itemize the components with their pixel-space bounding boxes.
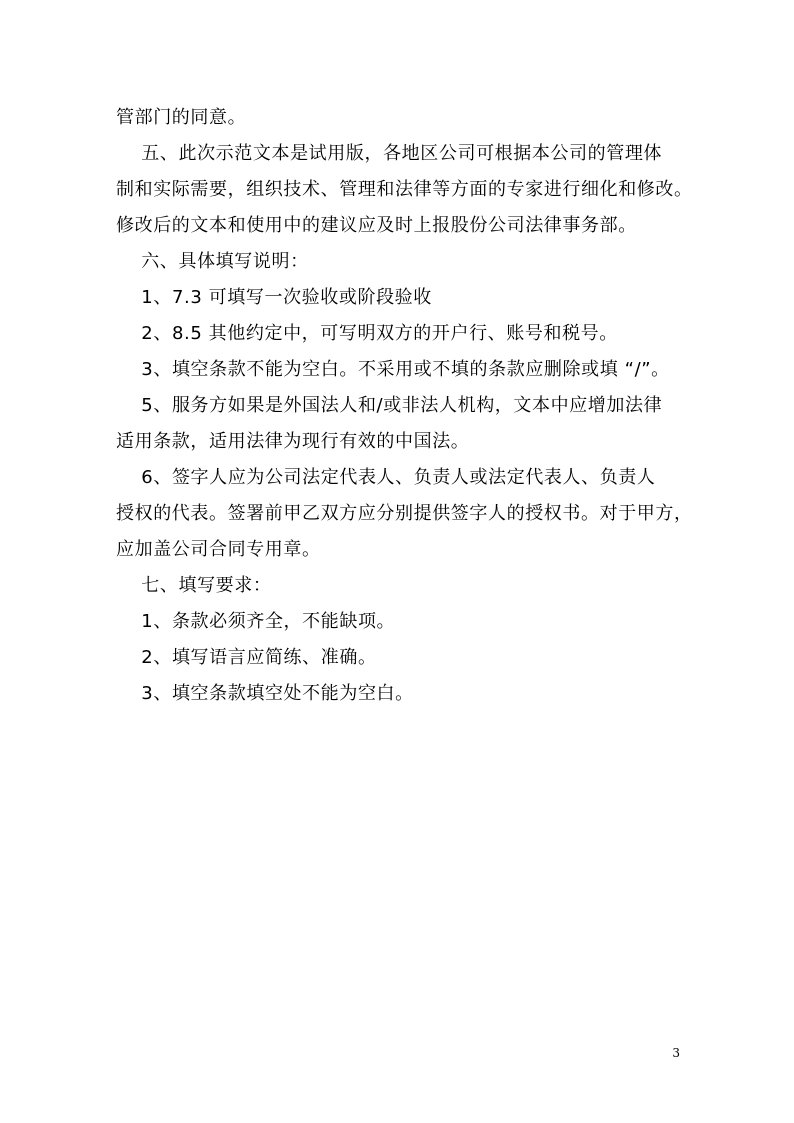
text-line xyxy=(116,640,676,676)
line-16: 2、填写语言应简练、准确。 xyxy=(116,647,377,668)
line-13: 应加盖公司合同专用章。 xyxy=(116,539,321,560)
line-6: 1、7.3 可填写一次验收或阶段验收 xyxy=(116,287,432,308)
line-2: 五、此次示范文本是试用版，各地区公司可根据本公司的管理体 xyxy=(116,143,663,164)
line-4: 修改后的文本和使用中的建议应及时上报股份公司法律事务部。 xyxy=(116,215,637,236)
text-line xyxy=(116,388,676,424)
line-17: 3、填空条款填空处不能为空白。 xyxy=(116,683,414,704)
text-line xyxy=(116,604,676,640)
text-line xyxy=(116,460,676,496)
text-line xyxy=(116,208,676,244)
line-5: 六、具体填写说明： xyxy=(116,251,309,272)
text-line xyxy=(116,352,676,388)
text-line xyxy=(116,676,676,712)
text-line xyxy=(116,100,676,136)
line-7: 2、8.5 其他约定中，可写明双方的开户行、账号和税号。 xyxy=(116,323,618,344)
line-1: 管部门的同意。 xyxy=(116,107,247,128)
document-body xyxy=(116,100,693,712)
text-line xyxy=(116,172,693,208)
text-line xyxy=(116,568,676,604)
text-line xyxy=(116,280,676,316)
line-3: 制和实际需要，组织技术、管理和法律等方面的专家进行细化和修改。 xyxy=(116,179,693,200)
text-line xyxy=(116,244,676,280)
text-line xyxy=(116,532,676,568)
line-15: 1、条款必须齐全，不能缺项。 xyxy=(116,611,396,632)
line-9: 5、服务方如果是外国法人和/或非法人机构，文本中应增加法律 xyxy=(116,395,663,416)
page-number: 3 xyxy=(672,1046,680,1060)
text-line xyxy=(116,424,676,460)
line-8: 3、填空条款不能为空白。不采用或不填的条款应删除或填 “/”。 xyxy=(116,359,670,380)
text-line xyxy=(116,496,693,532)
line-10: 适用条款，适用法律为现行有效的中国法。 xyxy=(116,431,470,452)
line-11: 6、签字人应为公司法定代表人、负责人或法定代表人、负责人 xyxy=(116,467,656,488)
line-14: 七、填写要求： xyxy=(116,575,272,596)
line-12: 授权的代表。签署前甲乙双方应分别提供签字人的授权书。对于甲方， xyxy=(116,503,693,524)
text-line xyxy=(116,136,676,172)
text-line xyxy=(116,316,676,352)
